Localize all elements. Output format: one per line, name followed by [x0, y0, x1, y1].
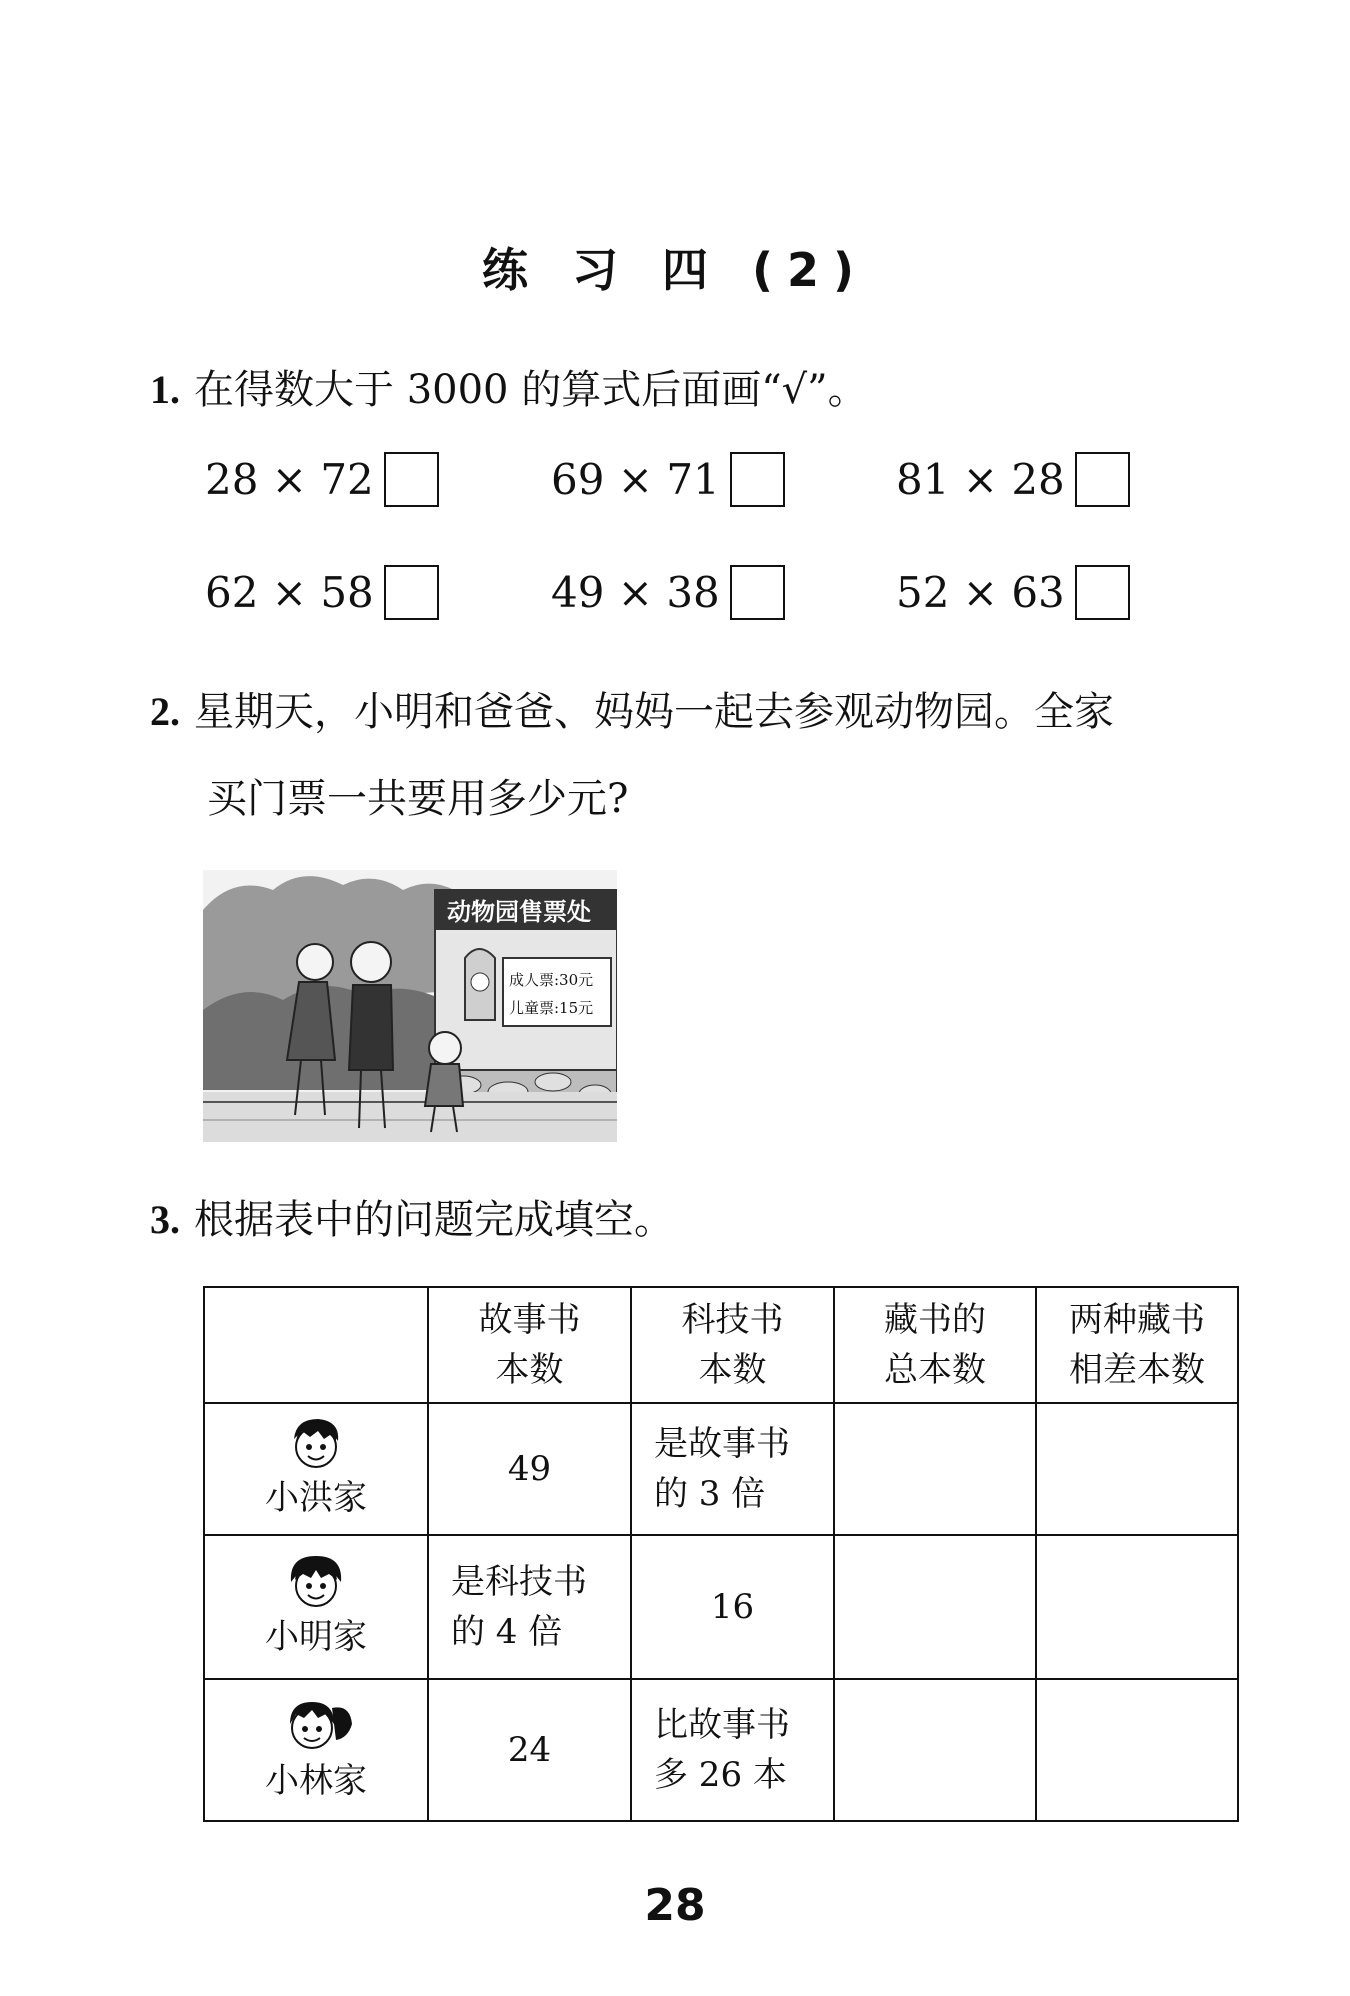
question-1-text: 在得数大于 3000 的算式后面画“√”。 [194, 367, 868, 413]
answer-box-5[interactable] [730, 565, 785, 620]
question-2-line-2: 买门票一共要用多少元? [207, 776, 629, 822]
expr-4 [205, 565, 439, 620]
sign-title: 动物园售票处 [447, 898, 591, 926]
child-face-icon [283, 1552, 349, 1610]
books-table [203, 1286, 1239, 1822]
header-empty-cell [204, 1287, 428, 1403]
question-2-number: 2. [150, 689, 180, 734]
expr-5 [551, 565, 785, 620]
question-3-text: 根据表中的问题完成填空。 [194, 1197, 674, 1243]
name-xiaohong: 小洪家 [265, 1478, 367, 1518]
expr-2-text: 69 × 71 [551, 455, 720, 504]
cell-xiaoming-diff[interactable] [1036, 1535, 1238, 1679]
expr-3 [896, 452, 1130, 507]
price-adult: 成人票:30元 [509, 971, 594, 989]
cell-xiaoming-science: 16 [631, 1535, 834, 1679]
question-2-line-1 [150, 680, 1114, 737]
header-total-books: 藏书的 总本数 [834, 1287, 1036, 1403]
price-child: 儿童票:15元 [509, 999, 594, 1017]
table-row [204, 1535, 1238, 1679]
cell-xiaohong-diff[interactable] [1036, 1403, 1238, 1535]
answer-box-2[interactable] [730, 452, 785, 507]
cell-xiaolin-diff[interactable] [1036, 1679, 1238, 1821]
header-difference: 两种藏书 相差本数 [1036, 1287, 1238, 1403]
answer-box-3[interactable] [1075, 452, 1130, 507]
header-science-books: 科技书 本数 [631, 1287, 834, 1403]
cell-xiaoming-story: 是科技书 的 4 倍 [428, 1535, 631, 1679]
cell-xiaohong-total[interactable] [834, 1403, 1036, 1535]
question-1 [150, 358, 868, 415]
expr-2 [551, 452, 785, 507]
table-header-row [204, 1287, 1238, 1403]
page-number: 28 [644, 1880, 706, 1931]
question-1-number: 1. [150, 367, 180, 412]
cell-xiaolin-total[interactable] [834, 1679, 1036, 1821]
row-label-xiaohong [204, 1403, 428, 1535]
question-3-number: 3. [150, 1197, 180, 1242]
answer-box-4[interactable] [384, 565, 439, 620]
question-3 [150, 1188, 674, 1245]
girl-face-icon [276, 1694, 356, 1754]
expr-3-text: 81 × 28 [896, 455, 1065, 504]
question-2-text-1: 星期天，小明和爸爸、妈妈一起去参观动物园。全家 [194, 689, 1114, 735]
zoo-scene-image [203, 870, 617, 1142]
boy-face-icon [286, 1415, 346, 1471]
expr-5-text: 49 × 38 [551, 568, 720, 617]
name-xiaolin: 小林家 [265, 1761, 367, 1801]
name-xiaoming: 小明家 [265, 1617, 367, 1657]
table-row [204, 1403, 1238, 1535]
table-row [204, 1679, 1238, 1821]
page-title: 练 习 四 (2) [481, 243, 869, 297]
expr-6 [896, 565, 1130, 620]
row-label-xiaolin [204, 1679, 428, 1821]
cell-xiaolin-science: 比故事书 多 26 本 [631, 1679, 834, 1821]
cell-xiaoming-total[interactable] [834, 1535, 1036, 1679]
answer-box-6[interactable] [1075, 565, 1130, 620]
expr-6-text: 52 × 63 [896, 568, 1065, 617]
cell-xiaohong-science: 是故事书 的 3 倍 [631, 1403, 834, 1535]
row-label-xiaoming [204, 1535, 428, 1679]
cell-xiaolin-story: 24 [428, 1679, 631, 1821]
answer-box-1[interactable] [384, 452, 439, 507]
cell-xiaohong-story: 49 [428, 1403, 631, 1535]
expr-1 [205, 452, 439, 507]
expr-1-text: 28 × 72 [205, 455, 374, 504]
zoo-ticket-illustration [203, 870, 617, 1142]
header-story-books: 故事书 本数 [428, 1287, 631, 1403]
expr-4-text: 62 × 58 [205, 568, 374, 617]
